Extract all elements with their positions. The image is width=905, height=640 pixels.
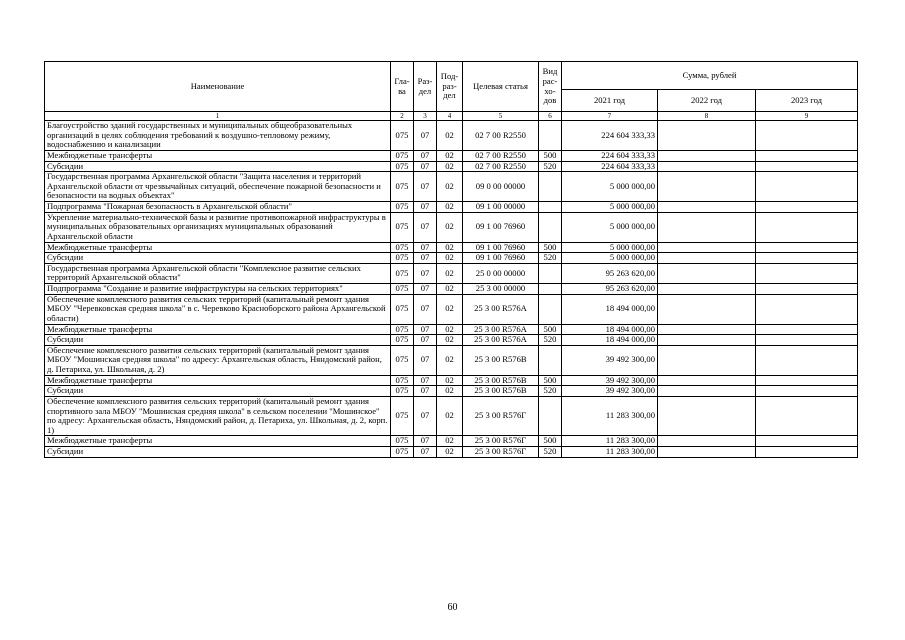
table-row [45,345,858,375]
row-vid [539,396,562,436]
row-sum-2023 [756,253,858,264]
row-vid [539,294,562,324]
row-sum-2021: 11 283 300,00 [562,436,658,447]
row-sum-2022 [658,447,756,458]
table-row [45,447,858,458]
row-statya: 09 1 00 76960 [463,253,539,264]
row-razdel: 07 [414,324,437,335]
table-row [45,242,858,253]
row-sum-2023 [756,386,858,397]
row-statya: 25 3 00 R576B [463,386,539,397]
row-name: Государственная программа Архангельской области "Комплексное развитие сельских территорий Архангельской области" [45,263,391,283]
row-vid: 500 [539,324,562,335]
row-name: Подпрограмма "Создание и развитие инфраструктуры на сельских территориях" [45,284,391,295]
row-razdel: 07 [414,396,437,436]
row-sum-2023 [756,396,858,436]
row-sum-2023 [756,242,858,253]
row-sum-2021: 39 492 300,00 [562,345,658,375]
header-podrazdel: Под-раз-дел [437,62,463,112]
row-sum-2023 [756,436,858,447]
row-glava: 075 [391,324,414,335]
row-name: Межбюджетные трансферты [45,375,391,386]
row-podrazdel: 02 [437,253,463,264]
row-sum-2023 [756,335,858,346]
row-name: Субсидии [45,447,391,458]
row-razdel: 07 [414,345,437,375]
row-name: Субсидии [45,253,391,264]
row-sum-2022 [658,436,756,447]
row-vid: 500 [539,375,562,386]
row-name: Благоустройство зданий государственных и муниципальных общеобразовательных организаций в целях соблюдения требований к воздушно-тепловому режиму, водоснабжению и канализации [45,121,391,151]
row-sum-2021: 224 604 333,33 [562,161,658,172]
row-statya: 25 3 00 R576A [463,335,539,346]
row-glava: 075 [391,345,414,375]
row-sum-2022 [658,161,756,172]
col-index: 8 [658,112,756,121]
row-glava: 075 [391,161,414,172]
table-row [45,212,858,242]
row-vid: 520 [539,447,562,458]
row-razdel: 07 [414,284,437,295]
row-podrazdel: 02 [437,284,463,295]
row-podrazdel: 02 [437,324,463,335]
row-sum-2022 [658,242,756,253]
row-statya: 25 3 00 R576B [463,345,539,375]
row-razdel: 07 [414,202,437,213]
row-podrazdel: 02 [437,150,463,161]
row-sum-2021: 5 000 000,00 [562,212,658,242]
row-sum-2021: 11 283 300,00 [562,447,658,458]
row-razdel: 07 [414,436,437,447]
row-name: Межбюджетные трансферты [45,436,391,447]
row-glava: 075 [391,396,414,436]
row-statya: 25 3 00 R576Г [463,447,539,458]
budget-table [44,61,858,458]
row-razdel: 07 [414,253,437,264]
row-statya: 25 3 00 R576A [463,324,539,335]
row-glava: 075 [391,294,414,324]
table-row [45,324,858,335]
table-row [45,202,858,213]
row-sum-2021: 5 000 000,00 [562,253,658,264]
row-glava: 075 [391,121,414,151]
row-sum-2023 [756,263,858,283]
row-statya: 09 1 00 76960 [463,212,539,242]
row-sum-2022 [658,202,756,213]
row-sum-2021: 18 494 000,00 [562,335,658,346]
row-statya: 25 3 00 R576B [463,375,539,386]
header-vid: Вид рас-хо-дов [539,62,562,112]
row-glava: 075 [391,375,414,386]
row-sum-2023 [756,345,858,375]
row-podrazdel: 02 [437,212,463,242]
row-sum-2023 [756,121,858,151]
row-vid [539,212,562,242]
row-razdel: 07 [414,242,437,253]
row-sum-2021: 5 000 000,00 [562,242,658,253]
row-sum-2022 [658,263,756,283]
row-razdel: 07 [414,294,437,324]
row-glava: 075 [391,242,414,253]
row-sum-2021: 224 604 333,33 [562,121,658,151]
col-index: 2 [391,112,414,121]
table-row [45,284,858,295]
row-razdel: 07 [414,161,437,172]
table-body [45,121,858,458]
row-razdel: 07 [414,212,437,242]
table-row [45,386,858,397]
row-sum-2021: 95 263 620,00 [562,284,658,295]
row-glava: 075 [391,436,414,447]
row-name: Межбюджетные трансферты [45,324,391,335]
row-name: Государственная программа Архангельской области "Защита населения и территорий Архангельской области от чрезвычайных ситуаций, обеспечение пожарной безопасности и безопасности на водных объектах" [45,172,391,202]
row-sum-2021: 5 000 000,00 [562,202,658,213]
row-vid [539,202,562,213]
row-glava: 075 [391,263,414,283]
row-sum-2023 [756,284,858,295]
row-statya: 25 3 00 00000 [463,284,539,295]
table-row [45,150,858,161]
row-glava: 075 [391,150,414,161]
table-row [45,121,858,151]
page-number: 60 [447,602,458,613]
col-index: 6 [539,112,562,121]
row-statya: 25 3 00 R576A [463,294,539,324]
row-podrazdel: 02 [437,202,463,213]
row-sum-2022 [658,335,756,346]
row-podrazdel: 02 [437,447,463,458]
row-podrazdel: 02 [437,375,463,386]
row-sum-2021: 95 263 620,00 [562,263,658,283]
col-index: 4 [437,112,463,121]
row-name: Укрепление материально-технической базы и развитие противопожарной инфраструктуры в муниципальных образовательных организациях муниципальных образований Архангельской области [45,212,391,242]
row-glava: 075 [391,386,414,397]
row-vid [539,121,562,151]
row-podrazdel: 02 [437,345,463,375]
header-name: Наименование [45,62,391,112]
row-sum-2023 [756,202,858,213]
row-razdel: 07 [414,121,437,151]
row-vid [539,172,562,202]
header-glava: Гла-ва [391,62,414,112]
row-glava: 075 [391,335,414,346]
header-razdel: Раз-дел [414,62,437,112]
row-razdel: 07 [414,172,437,202]
row-name: Субсидии [45,161,391,172]
row-vid: 500 [539,436,562,447]
row-name: Подпрограмма "Пожарная безопасность в Архангельской области" [45,202,391,213]
row-vid [539,345,562,375]
row-glava: 075 [391,202,414,213]
row-podrazdel: 02 [437,396,463,436]
row-razdel: 07 [414,375,437,386]
row-statya: 25 3 00 R576Г [463,436,539,447]
row-podrazdel: 02 [437,172,463,202]
row-sum-2022 [658,324,756,335]
table-row [45,335,858,346]
row-sum-2021: 224 604 333,33 [562,150,658,161]
row-sum-2023 [756,375,858,386]
row-vid: 520 [539,386,562,397]
row-sum-2022 [658,386,756,397]
row-podrazdel: 02 [437,263,463,283]
row-sum-2023 [756,294,858,324]
row-glava: 075 [391,253,414,264]
row-sum-2021: 5 000 000,00 [562,172,658,202]
row-sum-2021: 39 492 300,00 [562,386,658,397]
row-glava: 075 [391,212,414,242]
row-razdel: 07 [414,386,437,397]
row-statya: 02 7 00 R2550 [463,121,539,151]
row-sum-2023 [756,172,858,202]
row-sum-2021: 11 283 300,00 [562,396,658,436]
row-statya: 09 0 00 00000 [463,172,539,202]
row-razdel: 07 [414,263,437,283]
row-sum-2021: 18 494 000,00 [562,294,658,324]
row-podrazdel: 02 [437,242,463,253]
row-statya: 02 7 00 R2550 [463,161,539,172]
row-sum-2022 [658,396,756,436]
row-sum-2023 [756,212,858,242]
row-name: Обеспечение комплексного развития сельских территорий (капитальный ремонт здания спортивного зала МБОУ "Мошинская средняя школа" в сельском поселении "Мошинское" по адресу: Архангельская область, Няндомский район, д. Петариха, ул. Школьная, д. 2, корп. 1) [45,396,391,436]
row-glava: 075 [391,172,414,202]
header-year-2022: 2022 год [658,90,756,112]
table-row [45,263,858,283]
table-row [45,375,858,386]
row-razdel: 07 [414,447,437,458]
row-sum-2022 [658,121,756,151]
row-sum-2022 [658,253,756,264]
row-podrazdel: 02 [437,161,463,172]
row-sum-2023 [756,324,858,335]
header-statya: Целевая статья [463,62,539,112]
row-podrazdel: 02 [437,436,463,447]
row-statya: 09 1 00 76960 [463,242,539,253]
row-name: Субсидии [45,386,391,397]
row-name: Обеспечение комплексного развития сельских территорий (капитальный ремонт здания МБОУ "Черевковская средняя школа" в с. Черевково Красноборского района Архангельской области) [45,294,391,324]
row-sum-2022 [658,212,756,242]
row-sum-2022 [658,345,756,375]
table-row [45,396,858,436]
row-podrazdel: 02 [437,335,463,346]
row-sum-2022 [658,294,756,324]
row-sum-2023 [756,161,858,172]
col-index: 3 [414,112,437,121]
table-row [45,436,858,447]
row-statya: 25 3 00 R576Г [463,396,539,436]
col-index: 1 [45,112,391,121]
row-podrazdel: 02 [437,386,463,397]
row-sum-2023 [756,150,858,161]
col-index: 7 [562,112,658,121]
row-sum-2023 [756,447,858,458]
table-row [45,172,858,202]
row-glava: 075 [391,447,414,458]
table-row [45,294,858,324]
row-vid: 520 [539,253,562,264]
row-vid: 500 [539,150,562,161]
row-sum-2022 [658,172,756,202]
header-year-2021: 2021 год [562,90,658,112]
row-statya: 02 7 00 R2550 [463,150,539,161]
row-podrazdel: 02 [437,294,463,324]
row-vid: 520 [539,335,562,346]
row-glava: 075 [391,284,414,295]
row-sum-2022 [658,150,756,161]
row-sum-2021: 39 492 300,00 [562,375,658,386]
row-vid: 520 [539,161,562,172]
col-index: 9 [756,112,858,121]
row-vid [539,263,562,283]
row-name: Межбюджетные трансферты [45,150,391,161]
row-name: Субсидии [45,335,391,346]
row-sum-2022 [658,284,756,295]
row-sum-2021: 18 494 000,00 [562,324,658,335]
row-name: Межбюджетные трансферты [45,242,391,253]
row-podrazdel: 02 [437,121,463,151]
row-statya: 09 1 00 00000 [463,202,539,213]
row-razdel: 07 [414,335,437,346]
col-index: 5 [463,112,539,121]
table-row [45,253,858,264]
table-row [45,161,858,172]
row-name: Обеспечение комплексного развития сельских территорий (капитальный ремонт здания МБОУ "Мошинская средняя школа" по адресу: Архангельская область, Няндомский район, д. Петариха, ул. Школьная, д. 2) [45,345,391,375]
row-vid: 500 [539,242,562,253]
header-year-2023: 2023 год [756,90,858,112]
header-summa: Сумма, рублей [562,62,858,90]
row-sum-2022 [658,375,756,386]
row-razdel: 07 [414,150,437,161]
row-statya: 25 0 00 00000 [463,263,539,283]
row-vid [539,284,562,295]
